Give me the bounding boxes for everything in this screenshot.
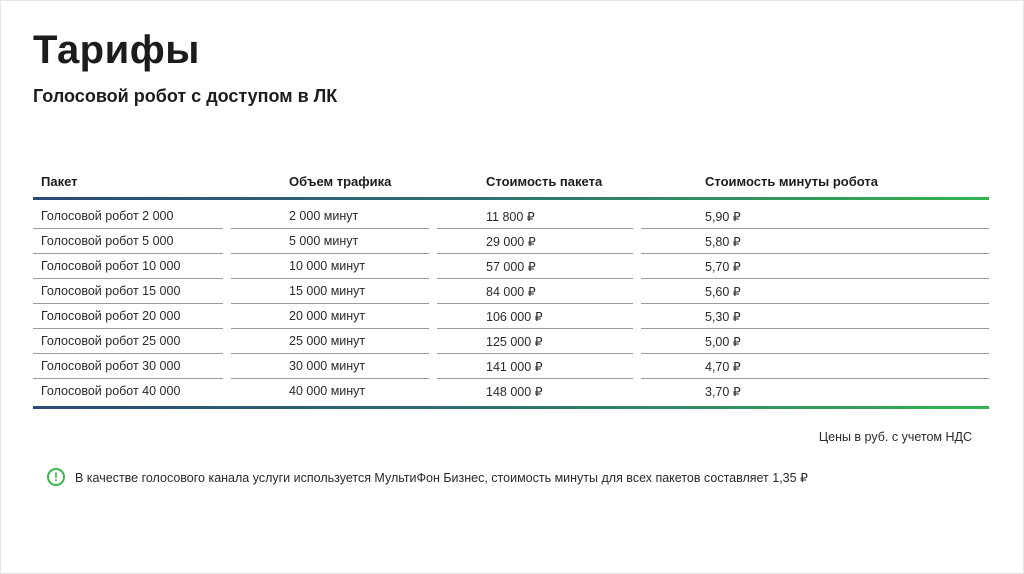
table-body xyxy=(33,200,989,406)
table-header xyxy=(33,170,989,197)
column-header-package: Пакет xyxy=(41,174,78,189)
cell-minute-cost: 5,00 ₽ xyxy=(705,335,741,349)
cell-package: Голосовой робот 5 000 xyxy=(41,234,174,248)
cell-traffic: 40 000 минут xyxy=(289,384,366,398)
cell-minute-cost: 5,30 ₽ xyxy=(705,310,741,324)
cell-package: Голосовой робот 15 000 xyxy=(41,284,181,298)
table-row xyxy=(33,254,989,279)
cell-package: Голосовой робот 25 000 xyxy=(41,334,181,348)
column-header-package-cost: Стоимость пакета xyxy=(486,174,603,189)
cell-package-cost: 11 800 ₽ xyxy=(486,210,535,224)
exclamation-circle-icon: ! xyxy=(47,468,65,486)
vat-note: Цены в руб. с учетом НДС xyxy=(818,430,972,444)
cell-package: Голосовой робот 40 000 xyxy=(41,384,181,398)
cell-package-cost: 29 000 ₽ xyxy=(486,235,536,249)
table-row xyxy=(33,229,989,254)
cell-package-cost: 106 000 ₽ xyxy=(486,310,543,324)
cell-package: Голосовой робот 20 000 xyxy=(41,309,181,323)
cell-traffic: 15 000 минут xyxy=(289,284,366,298)
column-header-traffic: Объем трафика xyxy=(289,174,392,189)
cell-package-cost: 57 000 ₽ xyxy=(486,260,536,274)
cell-traffic: 5 000 минут xyxy=(289,234,359,248)
table-row xyxy=(33,204,989,229)
cell-traffic: 10 000 минут xyxy=(289,259,366,273)
cell-minute-cost: 5,70 ₽ xyxy=(705,260,741,274)
cell-package: Голосовой робот 10 000 xyxy=(41,259,181,273)
page-subtitle: Голосовой робот с доступом в ЛК xyxy=(33,86,338,106)
cell-package: Голосовой робот 2 000 xyxy=(41,209,174,223)
column-header-minute-cost: Стоимость минуты робота xyxy=(705,174,878,189)
cell-package: Голосовой робот 30 000 xyxy=(41,359,181,373)
cell-traffic: 2 000 минут xyxy=(289,209,359,223)
table-row xyxy=(33,329,989,354)
cell-package-cost: 125 000 ₽ xyxy=(486,335,543,349)
page-title: Тарифы xyxy=(33,28,200,72)
table-row xyxy=(33,304,989,329)
table-row xyxy=(33,379,989,404)
info-note xyxy=(47,468,808,486)
cell-minute-cost: 5,90 ₽ xyxy=(705,210,741,224)
cell-minute-cost: 5,80 ₽ xyxy=(705,235,741,249)
info-note-text: В качестве голосового канала услуги используется МультиФон Бизнес, стоимость минуты для всех пакетов составляет 1,35 ₽ xyxy=(75,470,809,485)
cell-package-cost: 141 000 ₽ xyxy=(486,360,543,374)
cell-minute-cost: 3,70 ₽ xyxy=(705,385,741,399)
cell-minute-cost: 4,70 ₽ xyxy=(705,360,741,374)
cell-traffic: 20 000 минут xyxy=(289,309,366,323)
cell-traffic: 30 000 минут xyxy=(289,359,366,373)
cell-package-cost: 84 000 ₽ xyxy=(486,285,536,299)
cell-traffic: 25 000 минут xyxy=(289,334,366,348)
cell-minute-cost: 5,60 ₽ xyxy=(705,285,741,299)
table-row xyxy=(33,279,989,304)
tariff-table xyxy=(33,170,989,409)
table-bottom-rule xyxy=(33,406,989,409)
table-row xyxy=(33,354,989,379)
cell-package-cost: 148 000 ₽ xyxy=(486,385,543,399)
